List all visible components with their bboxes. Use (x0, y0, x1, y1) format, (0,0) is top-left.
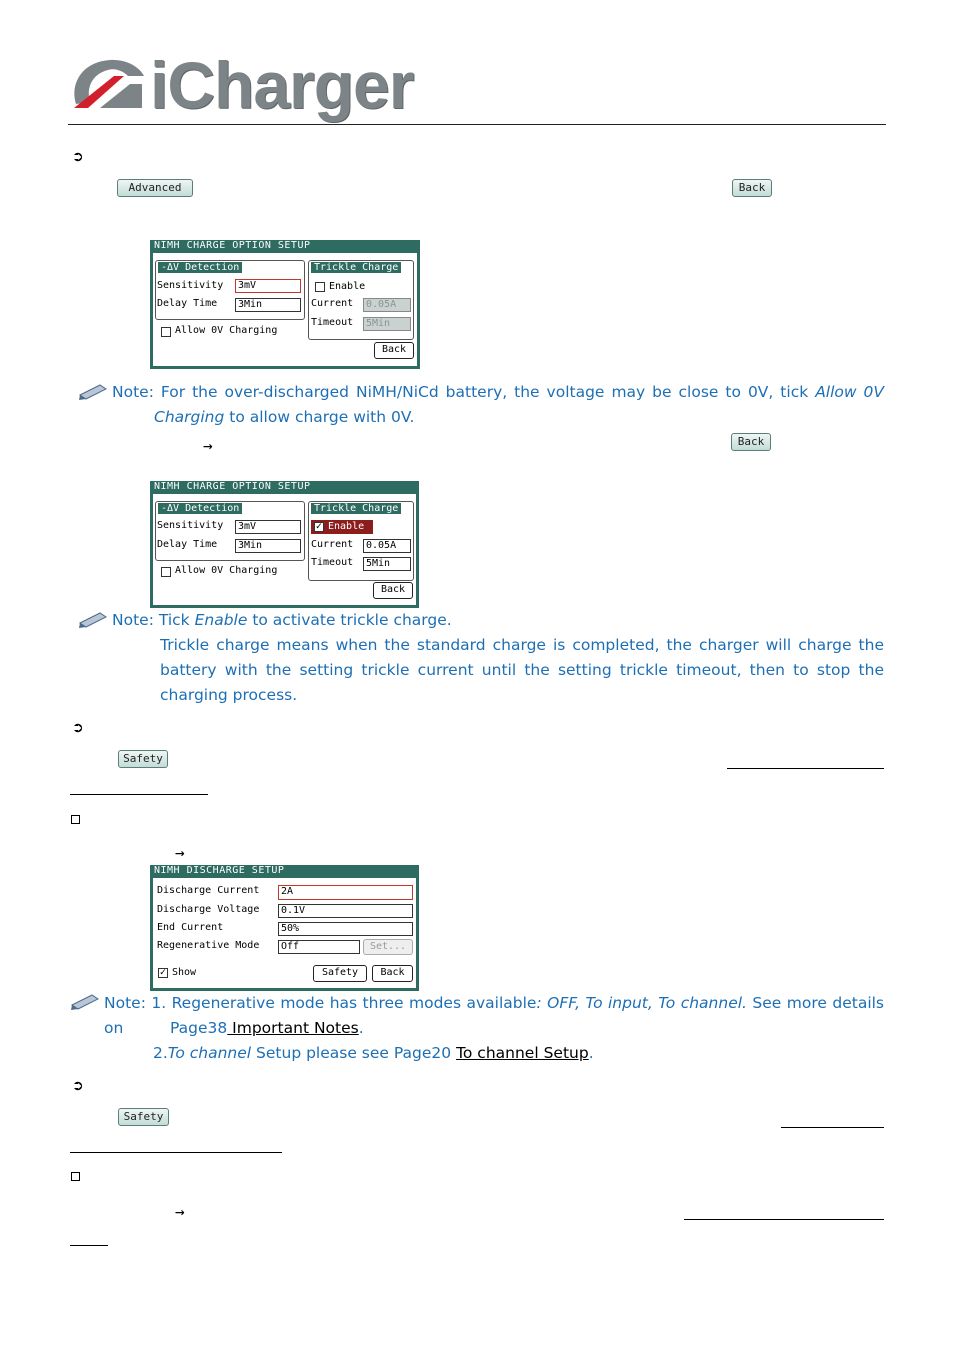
section-arrow-icon: ➲ (72, 149, 84, 165)
note-text: to activate trickle charge. (252, 611, 452, 629)
menu-arrow: → (175, 1202, 185, 1221)
allow-0v-label: Allow 0V Charging (175, 325, 278, 336)
menu-arrow: → (175, 843, 185, 862)
link-underline (781, 1127, 884, 1128)
screen-body (153, 253, 417, 366)
advanced-button[interactable]: Advanced (117, 179, 193, 197)
safety-button[interactable]: Safety (118, 750, 168, 768)
note-text: Setup please see Page20 (251, 1044, 452, 1062)
note-allow-0v (112, 380, 884, 405)
end-current-field[interactable]: 50% (278, 922, 413, 936)
important-notes-link[interactable]: Important Notes (227, 1019, 359, 1037)
note-text: . (358, 1019, 364, 1037)
note-text: to allow charge with 0V. (229, 408, 415, 426)
trickle-enable-label: Enable (329, 281, 366, 292)
back-button[interactable]: Back (731, 433, 771, 451)
trickle-charge-title: Trickle Charge (311, 503, 401, 514)
note-italic: Charging (154, 408, 225, 426)
note-regenerative-line2 (170, 1016, 364, 1041)
screen-back-button[interactable]: Back (373, 582, 413, 599)
allow-0v-label: Allow 0V Charging (175, 565, 278, 576)
section-arrow-icon: ➲ (72, 1078, 84, 1094)
icharger-logo-icon (70, 56, 150, 112)
note-pencil-icon (78, 609, 108, 629)
note-trickle-desc-line2: battery with the setting trickle current until the setting trickle timeout, then to stop the (160, 661, 884, 679)
note-text: 2. (153, 1044, 168, 1062)
trickle-enable-label: Enable (328, 521, 365, 532)
note-text: Note: 1. Regenerative mode has three modes available (104, 994, 537, 1012)
discharge-current-field[interactable]: 2A (278, 885, 413, 900)
checkbox-bullet-icon (71, 815, 80, 824)
note-italic: To channel (167, 1044, 252, 1062)
allow-0v-checkbox[interactable] (161, 567, 171, 577)
note-text: Page38 (170, 1019, 228, 1037)
to-channel-setup-link[interactable]: To channel Setup (456, 1044, 589, 1062)
discharge-voltage-field[interactable]: 0.1V (278, 904, 413, 918)
screen-body (153, 878, 416, 988)
header-divider (68, 124, 886, 125)
note-trickle-desc-line1: Trickle charge means when the standard charge is completed, the charger will charge the (160, 636, 884, 654)
link-underline (70, 1152, 282, 1153)
sensitivity-field[interactable]: 3mV (235, 279, 301, 293)
note-italic: : OFF, To input, To channel. (536, 994, 747, 1012)
regenerative-mode-label: Regenerative Mode (157, 940, 260, 951)
link-underline (727, 768, 884, 769)
checkbox-bullet-icon (71, 1172, 80, 1181)
screen-title: NIMH DISCHARGE SETUP (154, 865, 285, 876)
end-current-label: End Current (157, 922, 224, 933)
note-italic: Enable (194, 611, 248, 629)
logo-wordmark: iCharger (150, 48, 414, 122)
trickle-current-field[interactable]: 0.05A (363, 298, 411, 312)
trickle-timeout-label: Timeout (311, 557, 354, 568)
section-arrow-icon: ➲ (72, 720, 84, 736)
link-underline (684, 1219, 884, 1220)
allow-0v-checkbox[interactable] (161, 327, 171, 337)
screen-back-button[interactable]: Back (374, 342, 414, 359)
show-checkbox[interactable]: ✓ (159, 968, 167, 978)
show-label: Show (172, 967, 197, 978)
lcd-screen-charge-option-trickle (150, 481, 419, 608)
link-underline (70, 794, 208, 795)
trickle-charge-title: Trickle Charge (311, 262, 401, 273)
link-underline (70, 1245, 108, 1246)
trickle-enable-checkbox[interactable]: ✓ (315, 522, 323, 532)
back-button[interactable]: Back (732, 179, 772, 197)
screen-safety-button[interactable]: Safety (313, 965, 367, 982)
discharge-voltage-label: Discharge Voltage (157, 904, 260, 915)
menu-arrow: → (203, 436, 213, 455)
trickle-enable-checkbox[interactable] (315, 282, 325, 292)
lcd-screen-charge-option (150, 240, 420, 369)
note-text: . (588, 1044, 594, 1062)
delay-time-field[interactable]: 3Min (235, 298, 301, 312)
note-pencil-icon (70, 991, 100, 1011)
trickle-timeout-field[interactable]: 5Min (363, 557, 411, 571)
note-trickle-enable (112, 608, 452, 633)
screen-back-button[interactable]: Back (372, 965, 413, 982)
lcd-screen-discharge (150, 865, 419, 991)
sensitivity-label: Sensitivity (157, 520, 224, 531)
discharge-current-label: Discharge Current (157, 885, 260, 896)
trickle-timeout-field[interactable]: 5Min (363, 317, 411, 331)
dv-detection-title: -ΔV Detection (158, 503, 242, 514)
note-pencil-icon (78, 381, 108, 401)
regenerative-mode-field[interactable]: Off (278, 940, 360, 954)
dv-detection-title: -ΔV Detection (158, 262, 242, 273)
sensitivity-field[interactable]: 3mV (235, 520, 301, 534)
note-text: See more details on (104, 994, 885, 1037)
note-text: Note: For the over-discharged NiMH/NiCd battery, the voltage may be close to 0V, tick (112, 383, 809, 401)
note-allow-0v-line2 (154, 405, 414, 430)
screen-title: NIMH CHARGE OPTION SETUP (154, 240, 311, 251)
note-italic: Allow 0V (815, 383, 884, 401)
delay-time-field[interactable]: 3Min (235, 539, 301, 553)
note-trickle-desc-line3: charging process. (160, 686, 298, 704)
screen-body (153, 494, 416, 605)
note-text: Note: Tick (112, 611, 190, 629)
screen-title: NIMH CHARGE OPTION SETUP (154, 481, 311, 492)
trickle-current-label: Current (311, 298, 354, 309)
sensitivity-label: Sensitivity (157, 280, 224, 291)
trickle-current-field[interactable]: 0.05A (363, 539, 411, 553)
delay-time-label: Delay Time (157, 539, 218, 550)
trickle-current-label: Current (311, 539, 354, 550)
safety-button[interactable]: Safety (118, 1108, 169, 1126)
note-regenerative-line3 (153, 1041, 594, 1066)
trickle-timeout-label: Timeout (311, 317, 354, 328)
set-button[interactable]: Set... (363, 939, 413, 955)
delay-time-label: Delay Time (157, 298, 218, 309)
